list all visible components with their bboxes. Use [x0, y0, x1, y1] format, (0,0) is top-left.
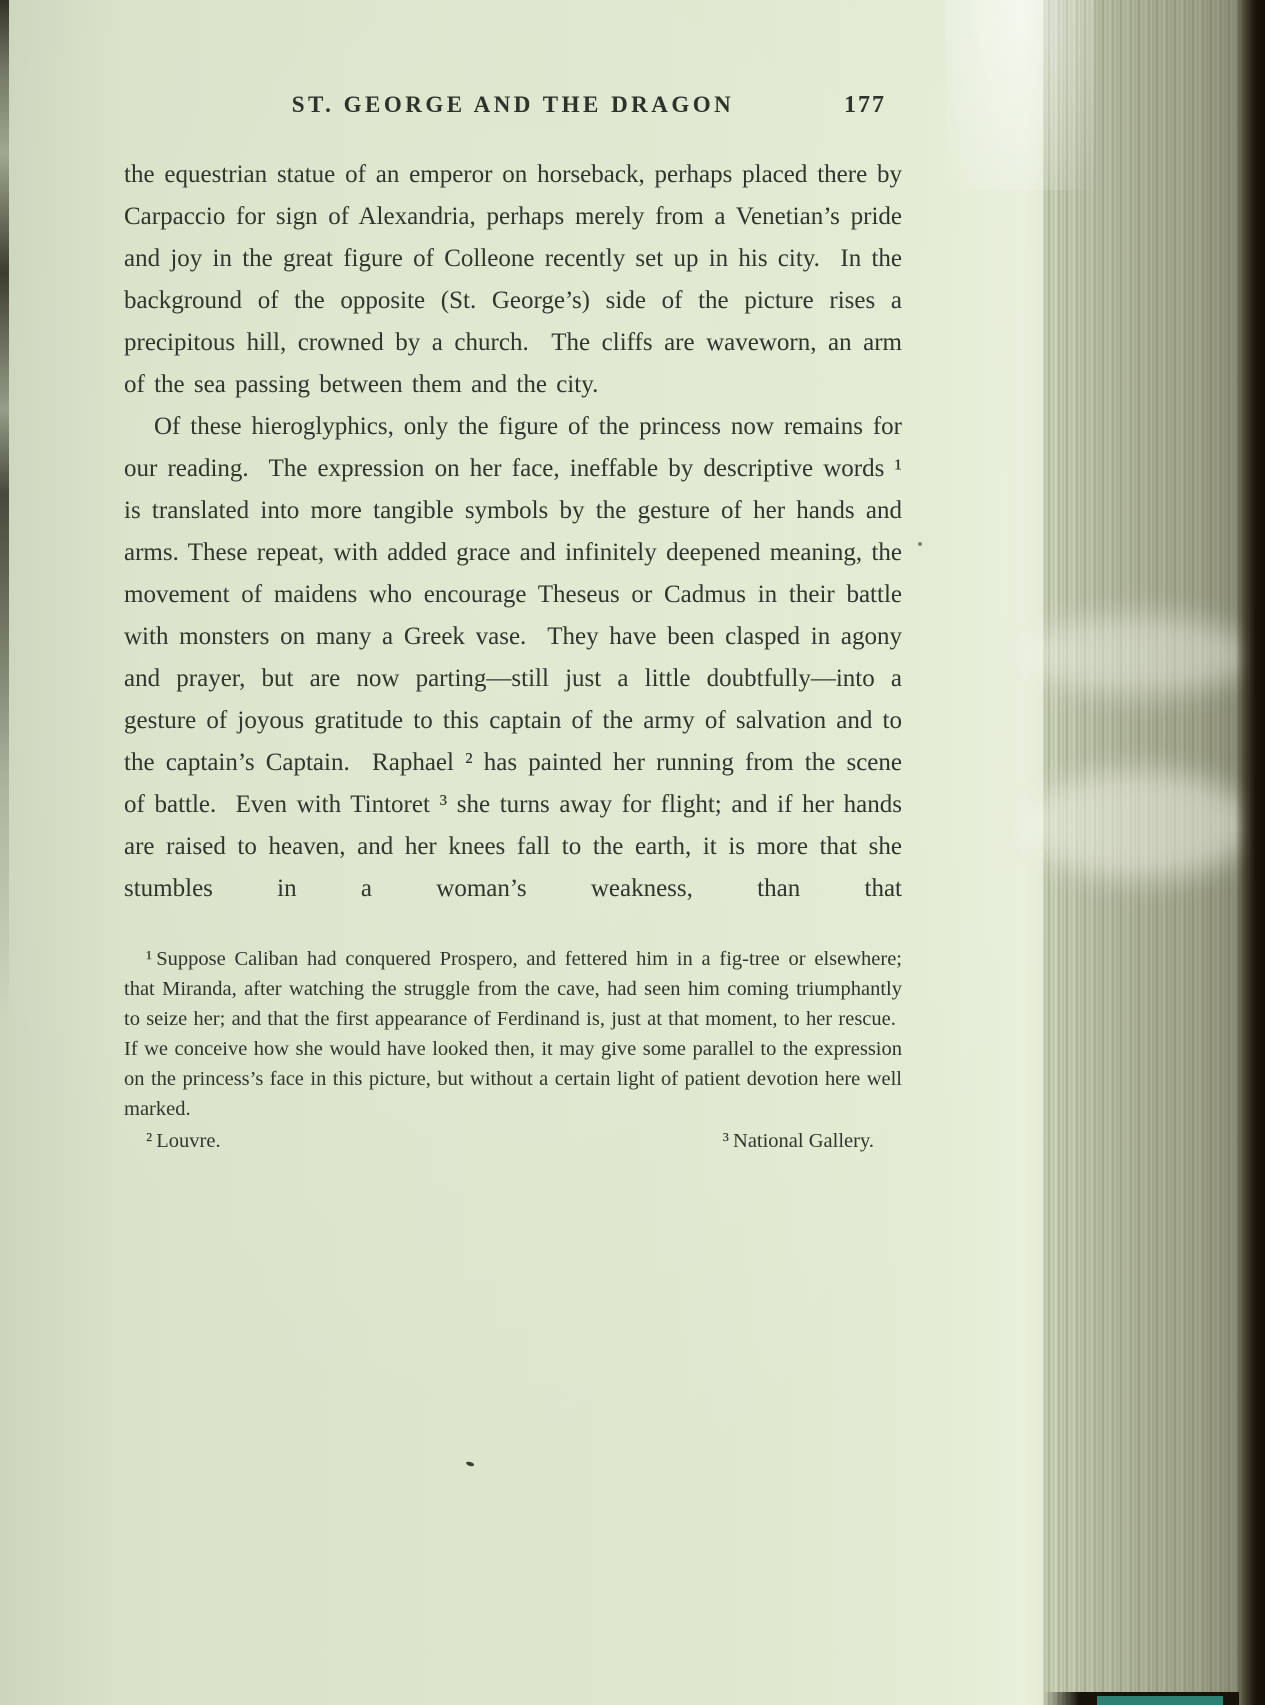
body-paragraph: Of these hieroglyphics, only the figure of the princess now remains for our reading. The expression on her face, ineffable by descriptive words ¹ is translated into more tangible symbols by the gesture of her hands and arms. These repeat, with added grace and infinitely deepened meaning, the movement of maidens who encourage Theseus or Cadmus in their battle with monsters on many a Greek vase. They have been clasped in agony and prayer, but are now parting—still just a little doubtfully—into a gesture of joyous gratitude to this captain of the army of salvation and to the captain’s Captain. Raphael ² has painted her running from the scene of battle. Even with Tintoret ³ she turns away for flight; and if her hands are raised to heaven, and her knees fall to the earth, it is more that she stumbles in a woman’s weakness, than that: [124, 413, 902, 902]
ink-speck: [466, 1461, 475, 1468]
body-paragraph: the equestrian statue of an emperor on horseback, perhaps placed there by Carpaccio for sign of Alexandria, perhaps merely from a Venetian’s pride and joy in the great figure of Colleone recently set up in his city. In the background of the opposite (St. George’s) side of the picture rises a precipitous hill, crowned by a church. The cliffs are waveworn, an arm of the sea passing between them and the city.: [124, 161, 902, 398]
bottom-teal-bar: [1097, 1696, 1223, 1705]
body-text: [124, 154, 902, 910]
footnote-2: ² Louvre.: [146, 1130, 221, 1152]
running-header-title: ST. GEORGE AND THE DRAGON: [291, 92, 735, 117]
text-column: [124, 92, 902, 1156]
footnotes: [124, 944, 902, 1156]
ink-speck: [918, 542, 922, 546]
running-header: [124, 92, 902, 132]
book-spine-edge: [1235, 0, 1265, 1705]
page-number: 177: [844, 92, 886, 118]
footnote-1: ¹ Suppose Caliban had conquered Prospero, and fettered him in a fig-tree or elsewhere; that Miranda, after watching the struggle from the cave, had seen him coming triumphantly to seize her; and that the first appearance of Ferdinand is, just at that moment, to her rescue. If we conceive how she would have looked then, it may give some parallel to the expression on the princess’s face in this picture, but without a certain light of patient devotion here well marked.: [124, 948, 902, 1120]
page-corner-highlight: [945, 0, 1095, 190]
page-edge-smudge: [1025, 615, 1255, 695]
footnote-row: [124, 1126, 902, 1156]
page-edge-smudge: [1025, 770, 1255, 880]
left-gutter-shadow: [0, 0, 9, 1705]
footnote-3: ³ National Gallery.: [722, 1130, 874, 1152]
